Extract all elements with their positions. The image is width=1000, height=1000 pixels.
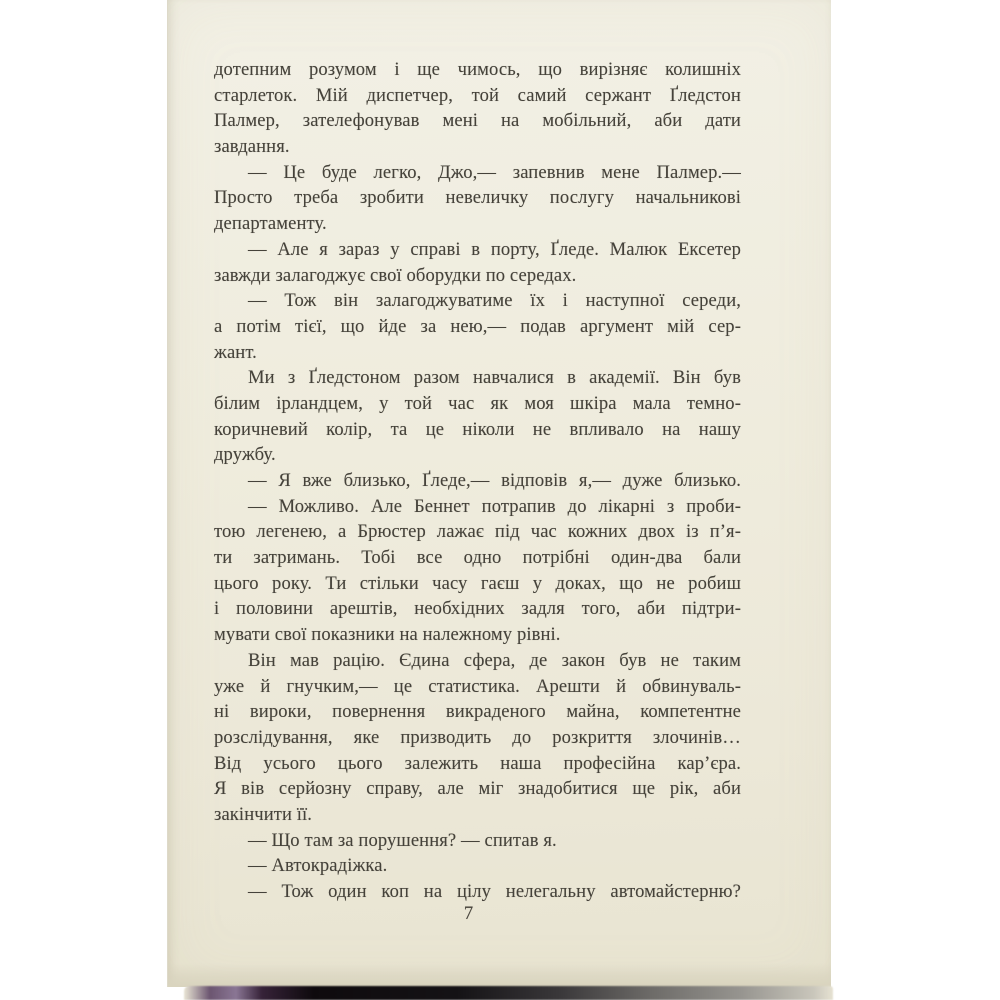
text-line: Він мав рацію. Єдина сфера, де закон був не таким — [248, 649, 741, 671]
text-line: завдання. — [214, 136, 290, 158]
text-line: — Можливо. Але Беннет потрапив до лікарні з проби- — [248, 495, 741, 517]
page-number: 7 — [463, 903, 474, 924]
text-line: мувати свої показники на належному рівні. — [214, 624, 561, 646]
text-line: ти затримань. Тобі все одно потрібні один-два бали — [214, 547, 741, 569]
text-line: білим ірландцем, у той час як моя шкіра мала темно- — [214, 392, 741, 414]
text-line: коричневий колір, та це ніколи не впливало на нашу — [214, 418, 741, 440]
text-line: тою легенею, а Брюстер лажає під час кожних двох із п’я- — [214, 521, 741, 543]
text-line: розслідування, яке призводить до розкриття злочинів… — [214, 726, 741, 748]
text-line: цього року. Ти стільки часу гаєш у доках, що не робиш — [214, 572, 741, 594]
book-page — [167, 0, 831, 987]
text-line: а потім тієї, що йде за нею,— подав аргумент мій сер- — [214, 315, 741, 337]
text-line: — Що там за порушення? — спитав я. — [248, 829, 557, 851]
text-line: завжди залагоджує свої оборудки по середах. — [214, 264, 577, 286]
text-line: Ми з Ґледстоном разом навчалися в академії. Він був — [248, 367, 741, 389]
text-line: Я вів серйозну справу, але міг знадобитися ще рік, аби — [214, 778, 741, 800]
book-edge-shadow — [184, 986, 833, 1000]
text-line: старлеток. Мій диспетчер, той самий сержант Ґледстон — [214, 84, 741, 106]
text-line: — Автокрадіжка. — [248, 855, 388, 877]
text-line: жант. — [214, 341, 257, 363]
text-line: Від усього цього залежить наша професійна кар’єра. — [214, 752, 741, 774]
text-line: Просто треба зробити невеличку послугу начальникові — [214, 187, 741, 209]
text-line: дотепним розумом і ще чимось, що вирізняє колишніх — [214, 59, 741, 80]
text-line: ні вироки, повернення викраденого майна, компетентне — [214, 701, 741, 723]
text-line: — Я вже близько, Ґледе,— відповів я,— дуже близько. — [248, 470, 741, 491]
page-stack-edge — [168, 963, 831, 987]
text-line: дружбу. — [214, 444, 276, 466]
text-line: Палмер, зателефонував мені на мобільний, аби дати — [214, 110, 741, 132]
text-line: — Але я зараз у справі в порту, Ґледе. Малюк Ексетер — [248, 238, 741, 260]
text-line: уже й гнучким,— це статистика. Арешти й обвинуваль- — [214, 675, 741, 697]
text-line: — Це буде легко, Джо,— запевнив мене Палмер.— — [248, 161, 741, 183]
text-line: і половини арештів, необхідних задля того, аби підтри- — [214, 598, 741, 620]
text-line: закінчити її. — [214, 803, 313, 825]
text-line: — Тож він залагоджуватиме їх і наступної середи, — [248, 290, 741, 312]
text-block — [214, 57, 741, 905]
text-line: департаменту. — [214, 213, 327, 235]
text-line: — Тож один коп на цілу нелегальну автомайстерню? — [248, 881, 741, 902]
